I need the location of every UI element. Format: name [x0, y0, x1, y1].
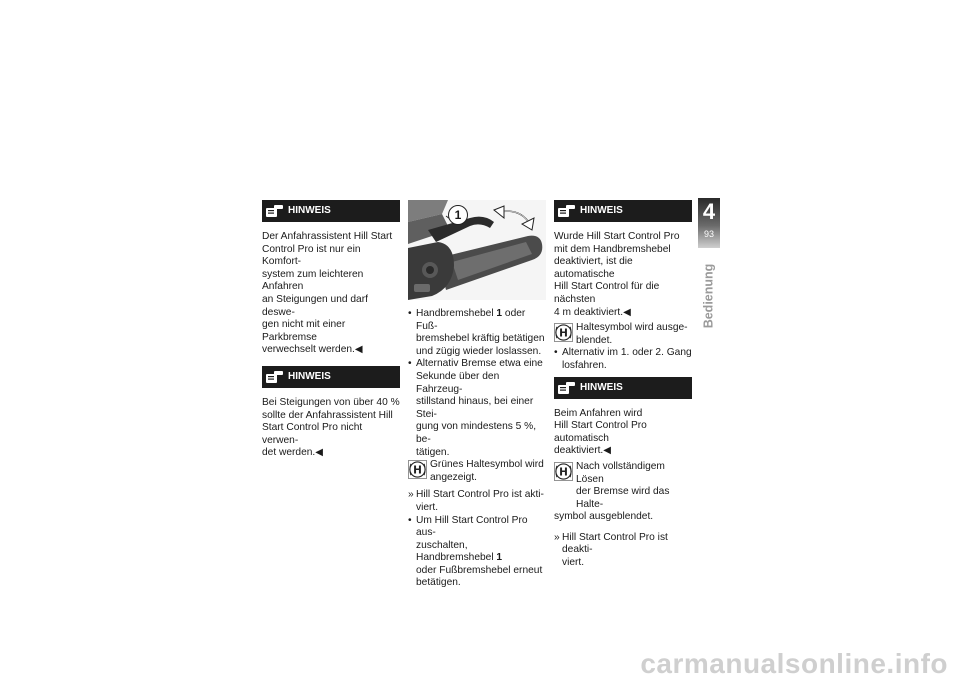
notice-label: HINWEIS	[580, 205, 623, 216]
notice-bar	[554, 377, 692, 399]
notice-bar	[262, 366, 400, 388]
notice-bar	[262, 200, 400, 222]
chapter-tab	[698, 198, 720, 248]
notice-label: HINWEIS	[580, 381, 623, 393]
hill-hold-h-icon	[554, 462, 573, 481]
watermark: carmanualsonline.info	[640, 648, 948, 679]
pointing-hand-icon	[266, 204, 284, 218]
notice-label: HINWEIS	[288, 205, 331, 216]
svg-text:H: H	[559, 466, 568, 479]
callout-1: 1	[448, 205, 468, 225]
hill-hold-h-icon	[408, 460, 427, 479]
notice-text: Bei Steigungen von über 40 % sollte der Anfahrassistent Hill Start Control Pro nicht verwen- det werden.◀	[262, 396, 400, 459]
notice-label: HINWEIS	[288, 370, 331, 382]
indicator-note: H Nach vollständigem Lösen der Bremse wird das Halte-	[554, 461, 692, 511]
pointing-hand-icon	[558, 204, 576, 218]
notice-text: Beim Anfahren wird Hill Start Control Pro automatisch deaktiviert.◀	[554, 407, 647, 457]
hill-hold-h-icon	[554, 323, 573, 342]
column-2	[408, 200, 546, 590]
notice-bar	[554, 200, 692, 222]
brake-lever-illustration	[408, 200, 546, 300]
pointing-hand-icon	[266, 370, 284, 384]
result-item: » Hill Start Control Pro ist deakti- viert.	[554, 531, 668, 569]
indicator-note-continued: symbol ausgeblendet.	[554, 511, 654, 523]
svg-text:H: H	[559, 327, 568, 340]
svg-text:H: H	[413, 464, 422, 477]
pointing-hand-icon	[558, 381, 576, 395]
list-item: • Um Hill Start Control Pro aus- zuschalten, Handbremshebel 1 oder Fußbremshebel erneut betätigen.	[408, 514, 543, 589]
chapter-title: Bedienung	[701, 263, 716, 329]
page-number: 93	[703, 229, 714, 239]
notice-text: Der Anfahrassistent Hill Start Control Pro ist nur ein Komfort- system zum leichteren Anfahren an Steigungen und darf deswe- gen nicht mit einer Parkbremse verwechselt werden.◀	[262, 231, 393, 356]
handlebar-figure	[408, 200, 546, 300]
list-item: • Alternativ Bremse etwa eine Sekunde über den Fahrzeug- stillstand hinaus, bei einer Stei- gung von mindestens 5 %, be- tätigen.	[408, 358, 543, 458]
result-item: » Hill Start Control Pro ist akti- viert.	[408, 489, 544, 513]
column-3	[554, 200, 692, 570]
column-1	[262, 200, 400, 460]
indicator-note: H Grünes Haltesymbol wird angezeigt.	[408, 459, 546, 484]
chapter-number: 4	[702, 199, 716, 224]
list-item: • Alternativ im 1. oder 2. Gang losfahren.	[554, 347, 692, 371]
notice-text: Wurde Hill Start Control Pro mit dem Handbremshebel deaktiviert, ist die automatische Hill Start Control für die nächsten 4 m deaktiviert.◀	[554, 231, 680, 318]
indicator-note: H Haltesymbol wird ausge- blendet.	[554, 322, 692, 347]
list-item: • Handbremshebel 1 oder Fuß- bremshebel kräftig betätigen und zügig wieder loslassen.	[408, 308, 545, 357]
